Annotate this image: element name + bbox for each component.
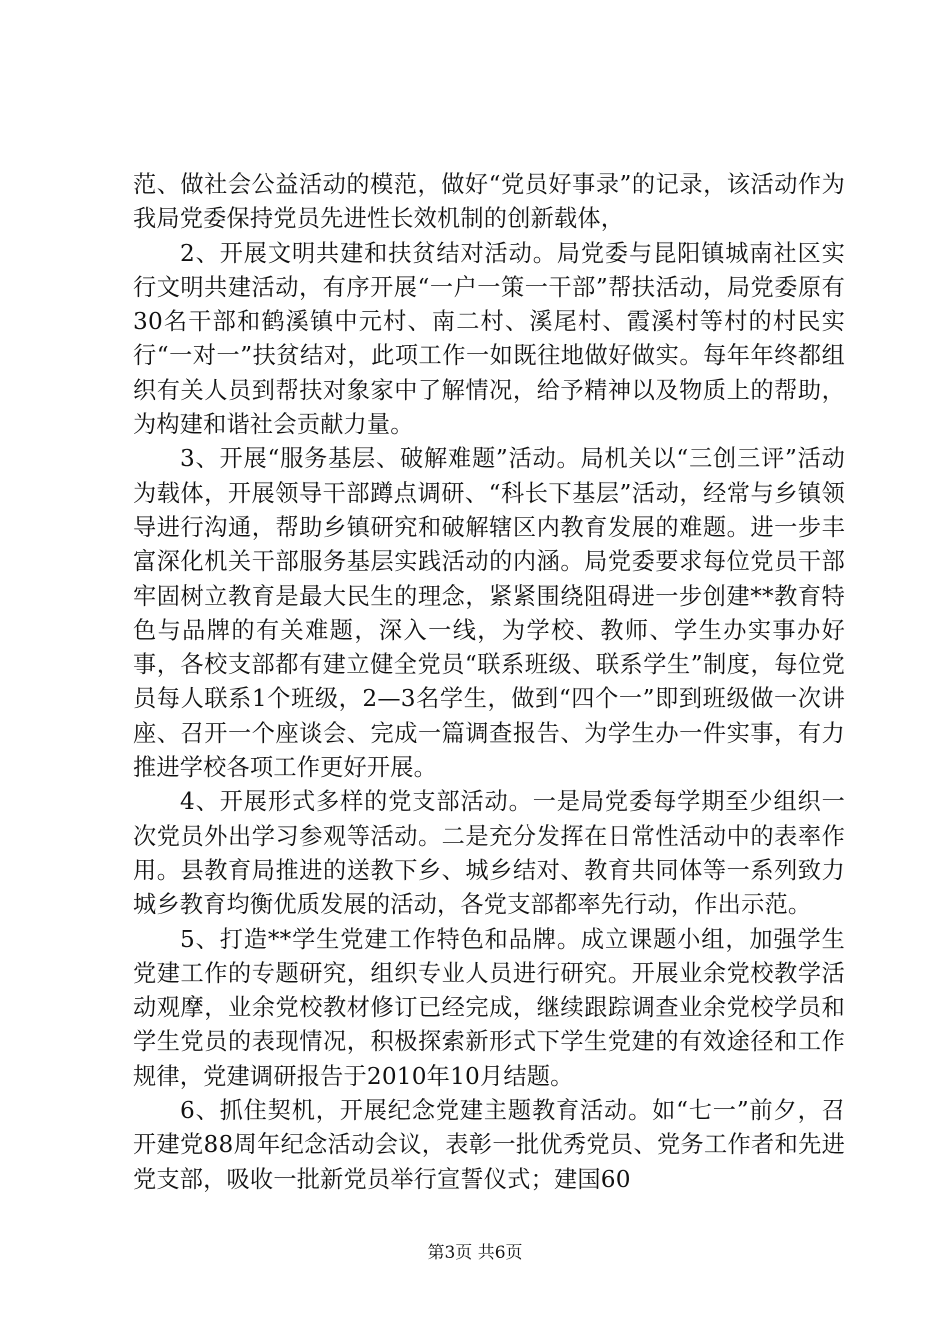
paragraph-item-4: 4、开展形式多样的党支部活动。一是局党委每学期至少组织一次党员外出学习参观等活动。二是充分发挥在日常性活动中的表率作用。县教育局推进的送教下乡、城乡结对、教育共同体等一系列致力城乡教育均衡优质发展的活动，各党支部都率先行动，作出示范。 — [133, 788, 845, 919]
paragraph-item-2: 2、开展文明共建和扶贫结对活动。局党委与昆阳镇城南社区实行文明共建活动，有序开展“一户一策一干部”帮扶活动，局党委原有30名干部和鹤溪镇中元村、南二村、溪尾村、霞溪村等村的村民实行“一对一”扶贫结对，此项工作一如既往地做好做实。每年年终都组织有关人员到帮扶对象家中了解情况，给予精神以及物质上的帮助，为构建和谐社会贡献力量。 — [133, 239, 845, 439]
paragraph-item-3: 3、开展“服务基层、破解难题”活动。局机关以“三创三评”活动为载体，开展领导干部蹲点调研、“科长下基层”活动，经常与乡镇领导进行沟通，帮助乡镇研究和破解辖区内教育发展的难题。进一步丰富深化机关干部服务基层实践活动的内涵。局党委要求每位党员干部牢固树立教育是最大民生的理念，紧紧围绕阻碍进一步创建**教育特色与品牌的有关难题，深入一线，为学校、教师、学生办实事办好事，各校支部都有建立健全党员“联系班级、联系学生”制度，每位党员每人联系1个班级，2—3名学生，做到“四个一”即到班级做一次讲座、召开一个座谈会、完成一篇调查报告、为学生办一件实事，有力推进学校各项工作更好开展。 — [133, 445, 845, 782]
paragraph-item-6: 6、抓住契机，开展纪念党建主题教育活动。如“七一”前夕，召开建党88周年纪念活动会议，表彰一批优秀党员、党务工作者和先进党支部，吸收一批新党员举行宣誓仪式；建国60 — [133, 1097, 845, 1193]
paragraph-continuation: 范、做社会公益活动的模范，做好“党员好事录”的记录，该活动作为我局党委保持党员先进性长效机制的创新载体， — [133, 171, 845, 233]
document-body — [133, 168, 845, 1197]
page-footer: 第3页 共6页 — [427, 1243, 523, 1263]
paragraph-item-5: 5、打造**学生党建工作特色和品牌。成立课题小组，加强学生党建工作的专题研究，组织专业人员进行研究。开展业余党校教学活动观摩，业余党校教材修订已经完成，继续跟踪调查业余党校学员和学生党员的表现情况，积极探索新形式下学生党建的有效途径和工作规律，党建调研报告于2010年10月结题。 — [133, 925, 845, 1090]
